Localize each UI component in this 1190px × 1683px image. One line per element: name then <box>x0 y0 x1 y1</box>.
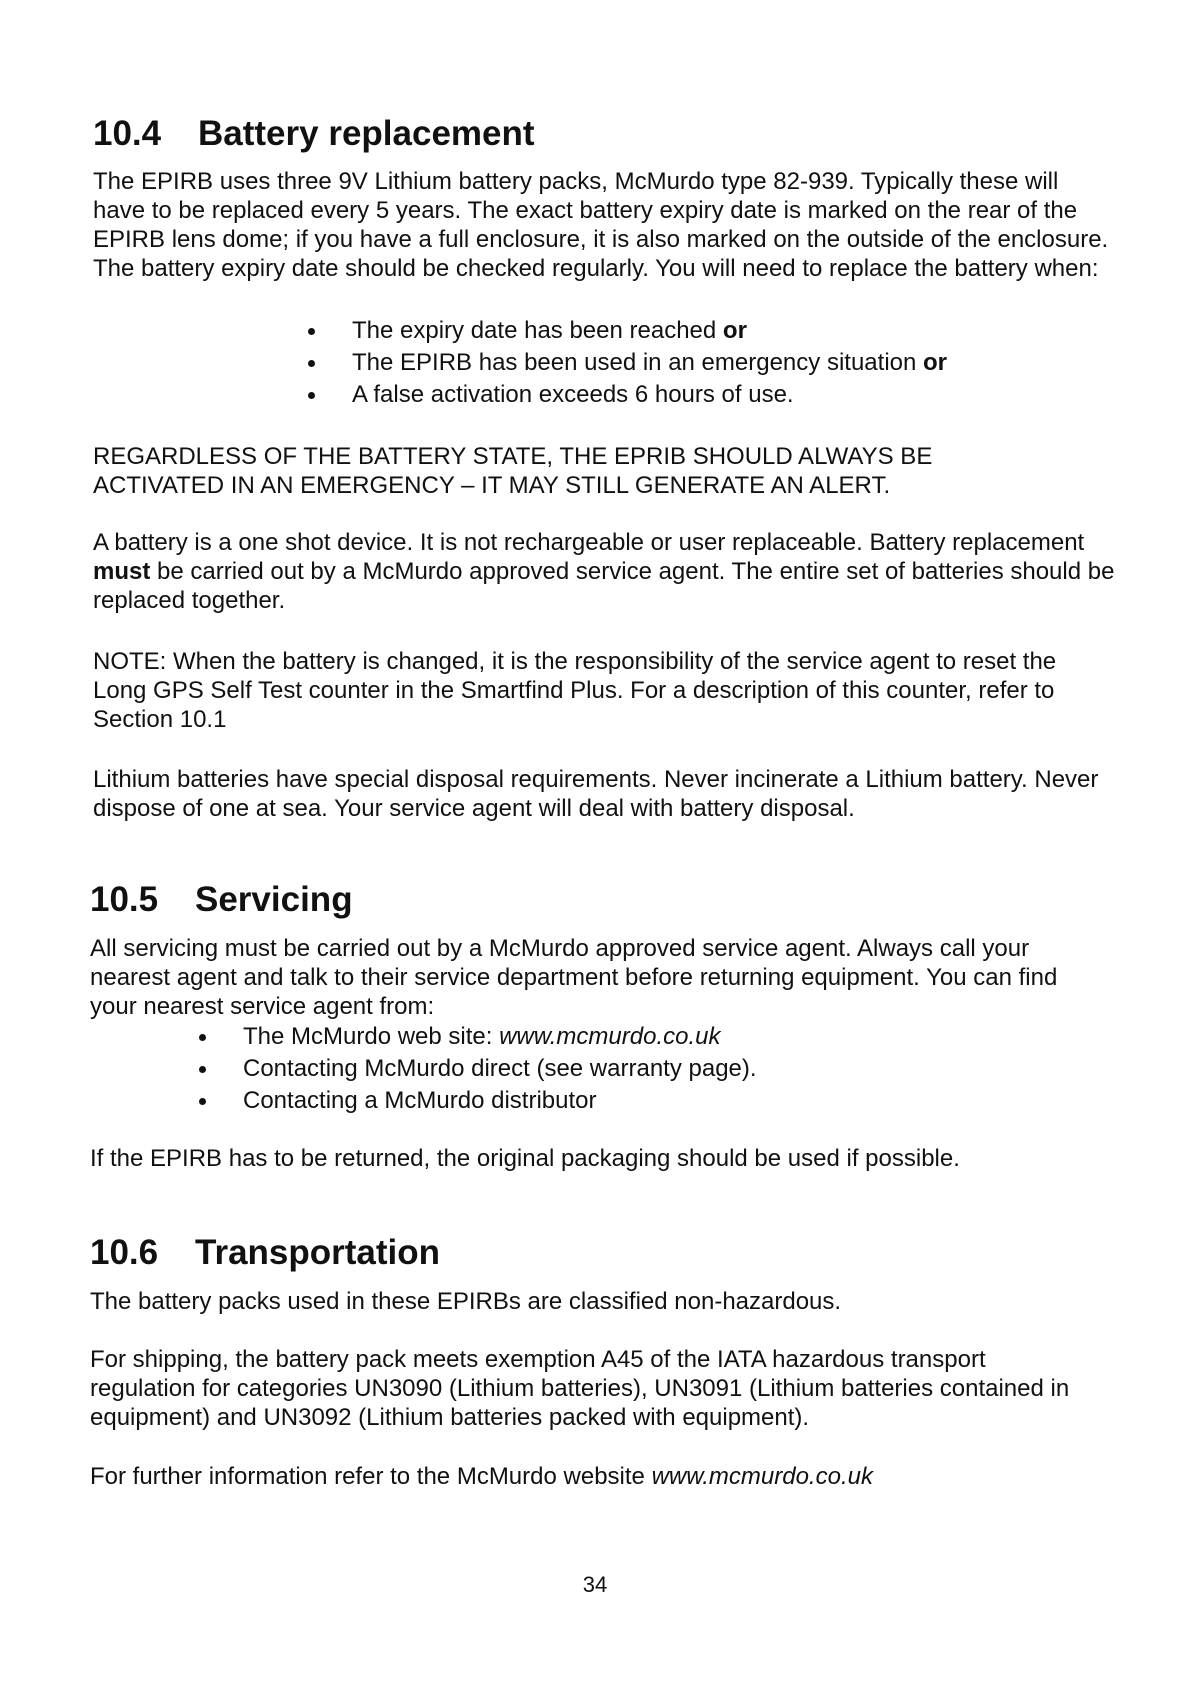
section-number: 10.5 <box>90 880 159 919</box>
page-number: 34 <box>582 1572 608 1597</box>
one-shot-text-b: be carried out by a McMurdo approved service agent. The entire set of batteries should be replaced together. <box>93 558 1115 614</box>
list-item-text: The EPIRB has been used in an emergency situation <box>352 349 924 376</box>
disposal-paragraph <box>93 765 1123 823</box>
battery-replace-conditions-list <box>306 315 947 411</box>
bullet-icon <box>199 1034 206 1041</box>
one-shot-text-a: A battery is a one shot device. It is not rechargeable or user replaceable. Battery replacement <box>93 529 1085 556</box>
mcmurdo-website-link[interactable]: www.mcmurdo.co.uk <box>651 1463 873 1490</box>
one-shot-text-bold: must <box>93 558 151 585</box>
section-number: 10.4 <box>93 114 162 153</box>
bullet-icon <box>308 392 315 399</box>
service-note-paragraph <box>93 647 1093 734</box>
list-item-text: Contacting McMurdo direct (see warranty page). <box>243 1055 757 1082</box>
list-item-suffix: or <box>722 317 747 344</box>
servicing-intro-paragraph <box>90 934 1100 1021</box>
shipping-exemption-text: For shipping, the battery pack meets exemption A45 of the IATA hazardous transport regulation for categories UN3090 (Lithium batteries), UN3091 (Lithium batteries contained in equipment) and UN3092 (Lithium batteries packed with equipment). <box>90 1346 1070 1431</box>
battery-intro-paragraph <box>93 167 1113 283</box>
further-info-label: For further information refer to the McMurdo website <box>90 1463 652 1490</box>
list-item-suffix: or <box>923 349 948 376</box>
transport-classification-text: The battery packs used in these EPIRBs are classified non-hazardous. <box>90 1288 842 1315</box>
list-item-text: The McMurdo web site: <box>243 1023 500 1050</box>
section-heading-battery-replacement <box>93 114 535 154</box>
list-item <box>306 379 947 411</box>
servicing-intro-text: All servicing must be carried out by a McMurdo approved service agent. Always call your nearest agent and talk to their service department before returning equipment. You can find your nearest service agent from: <box>90 935 1058 1020</box>
service-agent-sources-list <box>197 1021 757 1117</box>
section-number: 10.6 <box>90 1233 159 1272</box>
further-info-text <box>90 1462 1120 1491</box>
shipping-exemption-paragraph <box>90 1345 1090 1432</box>
section-heading-transportation <box>90 1233 440 1273</box>
list-item-text: Contacting a McMurdo distributor <box>243 1087 597 1114</box>
battery-warning-paragraph <box>93 442 1043 500</box>
battery-intro-text: The EPIRB uses three 9V Lithium battery packs, McMurdo type 82-939. Typically these will have to be replaced every 5 years. The exact battery expiry date is marked on the rear of the EPIRB lens dome; if you have a full enclosure, it is also marked on the outside of the enclosure. The battery expiry date should be checked regularly. You will need to replace the battery when: <box>93 168 1109 282</box>
return-paragraph <box>90 1144 1120 1173</box>
section-title: Servicing <box>195 880 353 919</box>
return-text: If the EPIRB has to be returned, the original packaging should be used if possible. <box>90 1145 960 1172</box>
bullet-icon <box>199 1066 206 1073</box>
bullet-icon <box>308 328 315 335</box>
list-item <box>306 347 947 379</box>
one-shot-paragraph <box>93 528 1118 615</box>
list-item <box>306 315 947 347</box>
list-item-text: A false activation exceeds 6 hours of use. <box>352 381 794 408</box>
mcmurdo-web-link[interactable]: www.mcmurdo.co.uk <box>499 1023 721 1050</box>
disposal-text: Lithium batteries have special disposal requirements. Never incinerate a Lithium battery. Never dispose of one at sea. Your service agent will deal with battery disposal. <box>93 766 1099 822</box>
battery-warning-text: REGARDLESS OF THE BATTERY STATE, THE EPRIB SHOULD ALWAYS BE ACTIVATED IN AN EMERGENCY – IT MAY STILL GENERATE AN ALERT. <box>93 443 933 499</box>
section-title: Transportation <box>195 1233 441 1272</box>
list-item <box>197 1021 757 1053</box>
section-title: Battery replacement <box>198 114 535 153</box>
transport-classification-paragraph <box>90 1287 1120 1316</box>
bullet-icon <box>199 1098 206 1105</box>
section-heading-servicing <box>90 880 353 920</box>
bullet-icon <box>308 360 315 367</box>
further-info-paragraph <box>90 1462 1120 1491</box>
service-note-text: NOTE: When the battery is changed, it is the responsibility of the service agent to reset the Long GPS Self Test counter in the Smartfind Plus. For a description of this counter, refer to Section 10.1 <box>93 648 1057 733</box>
one-shot-text <box>93 528 1118 615</box>
list-item <box>197 1053 757 1085</box>
list-item-text: The expiry date has been reached <box>352 317 723 344</box>
list-item <box>197 1085 757 1117</box>
